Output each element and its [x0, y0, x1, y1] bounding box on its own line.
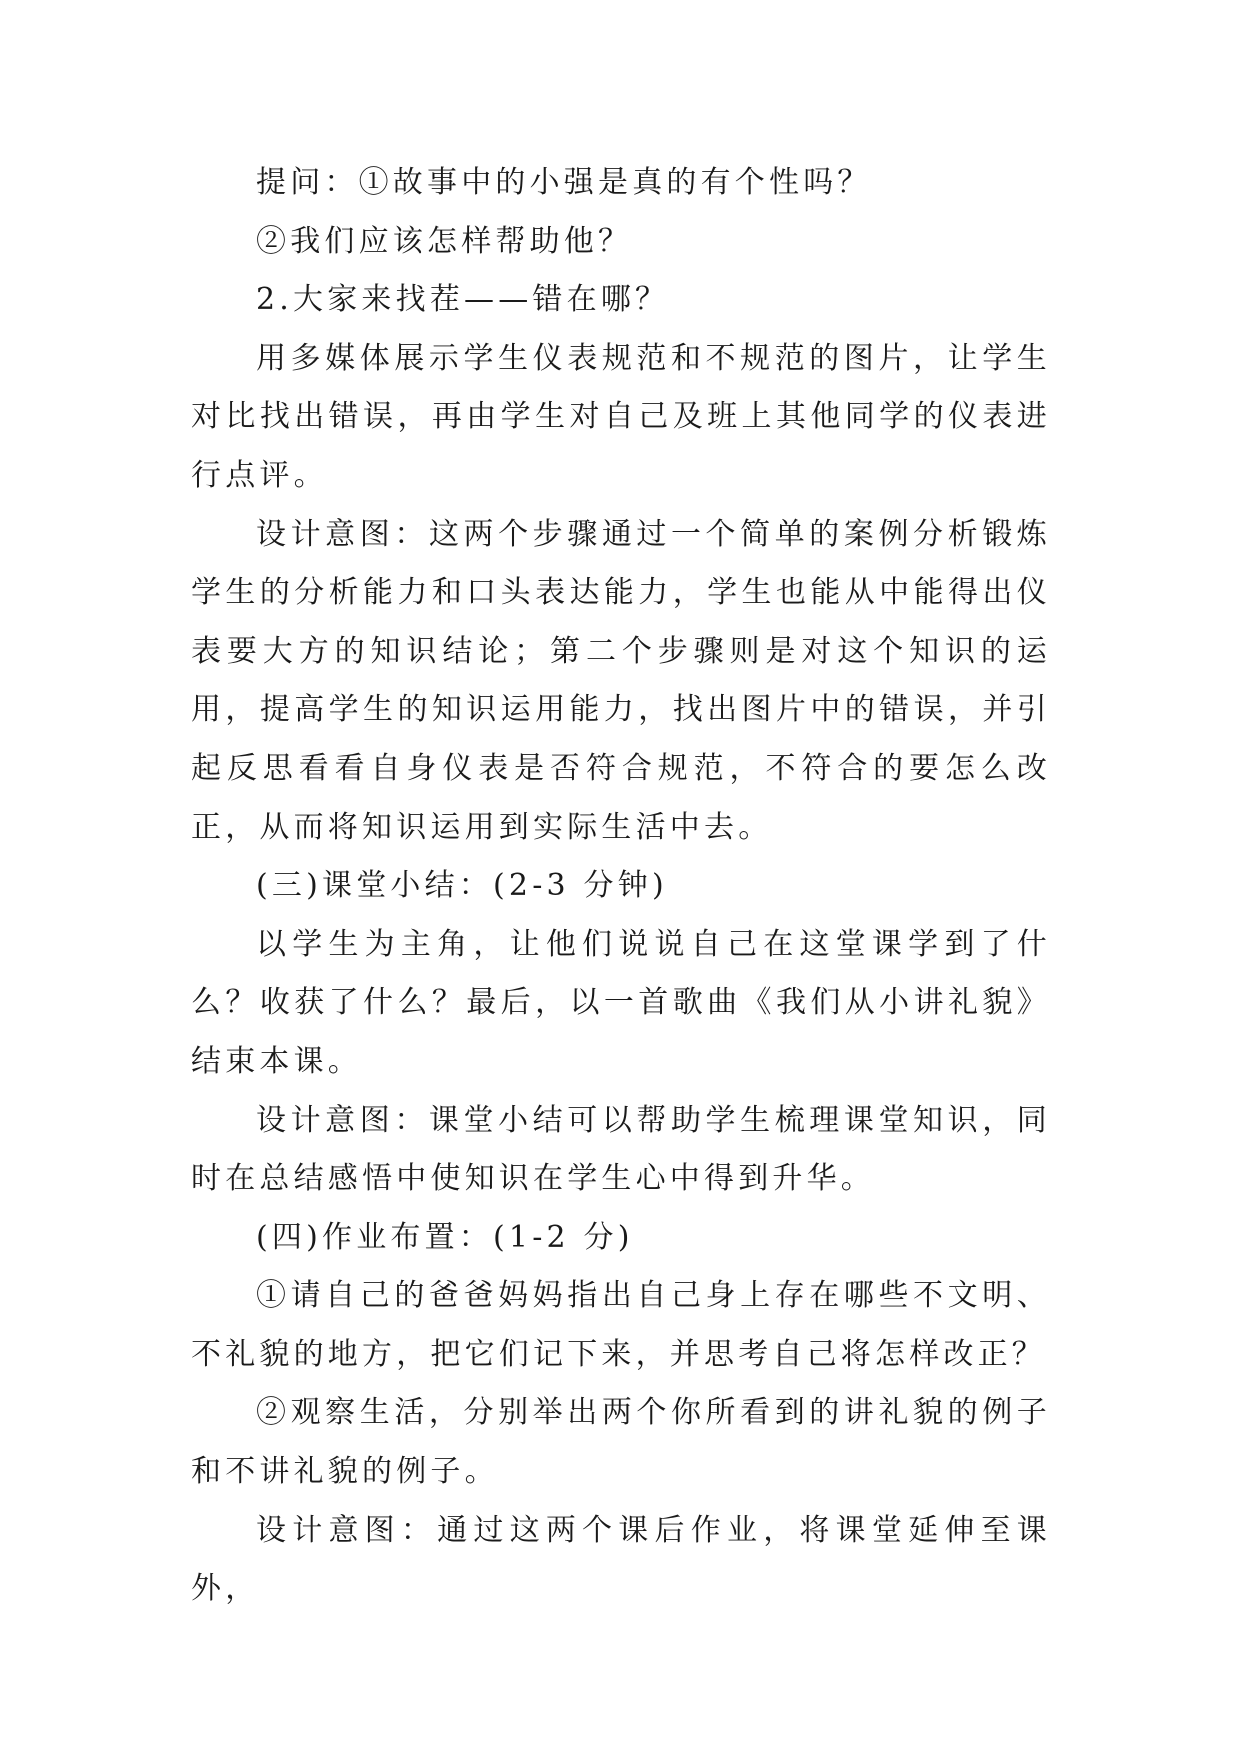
- section-heading: (四)作业布置：(1-2 分): [256, 1219, 634, 1255]
- section-heading: (三)课堂小结：(2-3 分钟): [256, 868, 668, 904]
- design-intent-paragraph: 设计意图：课堂小结可以帮助学生梳理课堂知识，同时在总结感悟中使知识在学生心中得到升华。: [191, 1102, 1051, 1197]
- homework-item: ①请自己的爸爸妈妈指出自己身上存在哪些不文明、不礼貌的地方，把它们记下来，并思考自己将怎样改正？: [191, 1278, 1051, 1372]
- design-intent-paragraph: 设计意图：这两个步骤通过一个简单的案例分析锻炼学生的分析能力和口头表达能力，学生也能从中能得出仪表要大方的知识结论；第二个步骤则是对这个知识的运用，提高学生的知识运用能力，找出图片中的错误，并引起反思看看自身仪表是否符合规范，不符合的要怎么改正，从而将知识运用到实际生活中去。: [191, 516, 1051, 845]
- body-paragraph: 用多媒体展示学生仪表规范和不规范的图片，让学生对比找出错误，再由学生对自己及班上其他同学的仪表进行点评。: [191, 340, 1051, 493]
- homework-item: ②观察生活，分别举出两个你所看到的讲礼貌的例子和不讲礼貌的例子。: [191, 1395, 1051, 1490]
- question-paragraph: ②我们应该怎样帮助他？: [256, 223, 633, 259]
- body-paragraph: 以学生为主角，让他们说说自己在这堂课学到了什么？收获了什么？最后，以一首歌曲《我们从小讲礼貌》结束本课。: [191, 926, 1051, 1079]
- document-body: [191, 154, 1051, 1619]
- design-intent-paragraph: 设计意图：通过这两个课后作业，将课堂延伸至课外，: [191, 1512, 1051, 1607]
- step-heading: 2.大家来找茬——错在哪？: [256, 282, 670, 318]
- question-paragraph: 提问：①故事中的小强是真的有个性吗？: [256, 165, 872, 200]
